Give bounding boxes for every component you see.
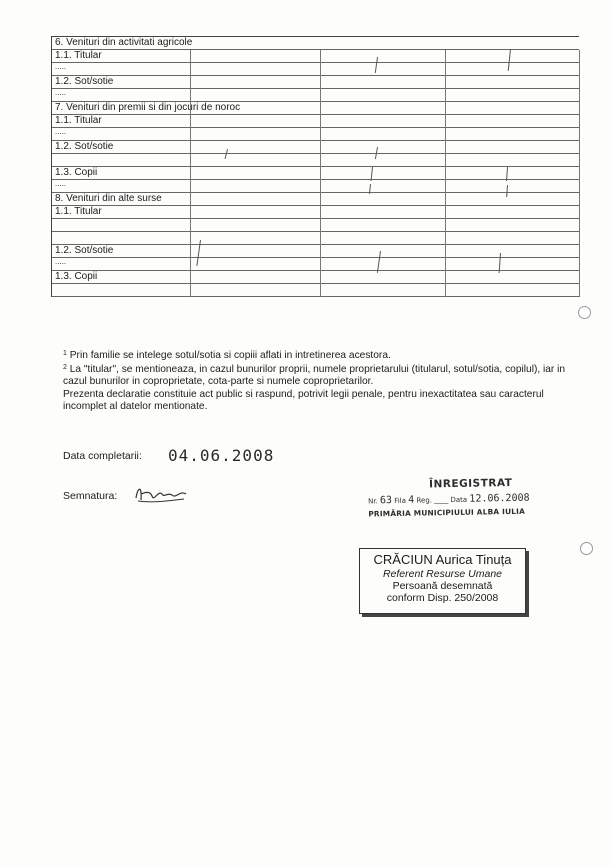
table-row [52,180,579,193]
table-row [52,232,579,245]
row-label: ..... [55,128,67,136]
table-section-row [52,102,579,115]
completion-date-handwritten: 04.06.2008 [168,446,275,465]
row-label: 1.1. Titular [55,115,102,126]
table-row [52,271,579,284]
legal-statement: Prezenta declaratie constituie act public si raspund, potrivit legii penale, pentru inexactitatea sau caracterul incomplet al datelor mentionate. [63,388,544,412]
date-label: Data completarii: [63,450,142,462]
footnote-1: $^1$ Prin familie se intelege sotul/sotia si copiii aflati in intretinerea acestora. [63,350,391,361]
signature-label: Semnatura: [63,490,118,502]
income-table [51,36,579,297]
punch-hole [578,306,591,319]
punch-hole [580,542,593,555]
table-column-divider [320,50,321,297]
row-label: ..... [55,89,67,97]
table-section-row [52,193,579,206]
table-row [52,89,579,102]
table-section-row [52,37,579,50]
row-label: 1.3. Copii [55,271,98,282]
table-row [52,219,579,232]
table-row [52,167,579,180]
row-label: 1.2. Sot/sotie [55,141,114,152]
row-label: ..... [55,63,67,71]
table-row [52,115,579,128]
row-label: 7. Venituri din premii si din jocuri de noroc [55,102,241,113]
table-column-divider [579,50,580,297]
table-row [52,284,579,297]
row-label: ..... [55,258,67,266]
table-row [52,63,579,76]
row-label: 1.1. Titular [55,206,102,217]
row-label: 1.1. Titular [55,50,102,61]
footnotes [63,348,575,413]
footnote-2: $^2$ La "titular", se mentioneaza, in cazul bunurilor proprii, numele proprietarului (titularul, sotul/sotia, copilul), iar in cazul bunurilor in coproprietate, cota-parte si numele coproprietarilor. [63,364,566,388]
row-label: 1.2. Sot/sotie [55,245,114,256]
designation-stamp: CRĂCIUN Aurica Tinuța Referent Resurse Umane Persoană desemnată conform Disp. 250/2008 [359,548,526,614]
row-label: 1.2. Sot/sotie [55,76,114,87]
row-label: ..... [55,180,67,188]
table-row [52,206,579,219]
row-label: 8. Venituri din alte surse [55,193,162,204]
table-row [52,128,579,141]
table-row [52,50,579,63]
table-column-divider [190,50,191,297]
table-row [52,76,579,89]
registration-stamp: ÎNREGISTRAT Nr. 63 Fila 4 Reg. ____ Data 12.06.2008 PRIMĂRIA MUNICIPIULUI ALBA IULIA [367,476,530,519]
table-column-divider [445,50,446,297]
handwritten-signature [132,482,190,508]
table-row [52,154,579,167]
table-row [52,141,579,154]
row-label: 6. Venituri din activitati agricole [55,37,193,48]
row-label: 1.3. Copii [55,167,98,178]
